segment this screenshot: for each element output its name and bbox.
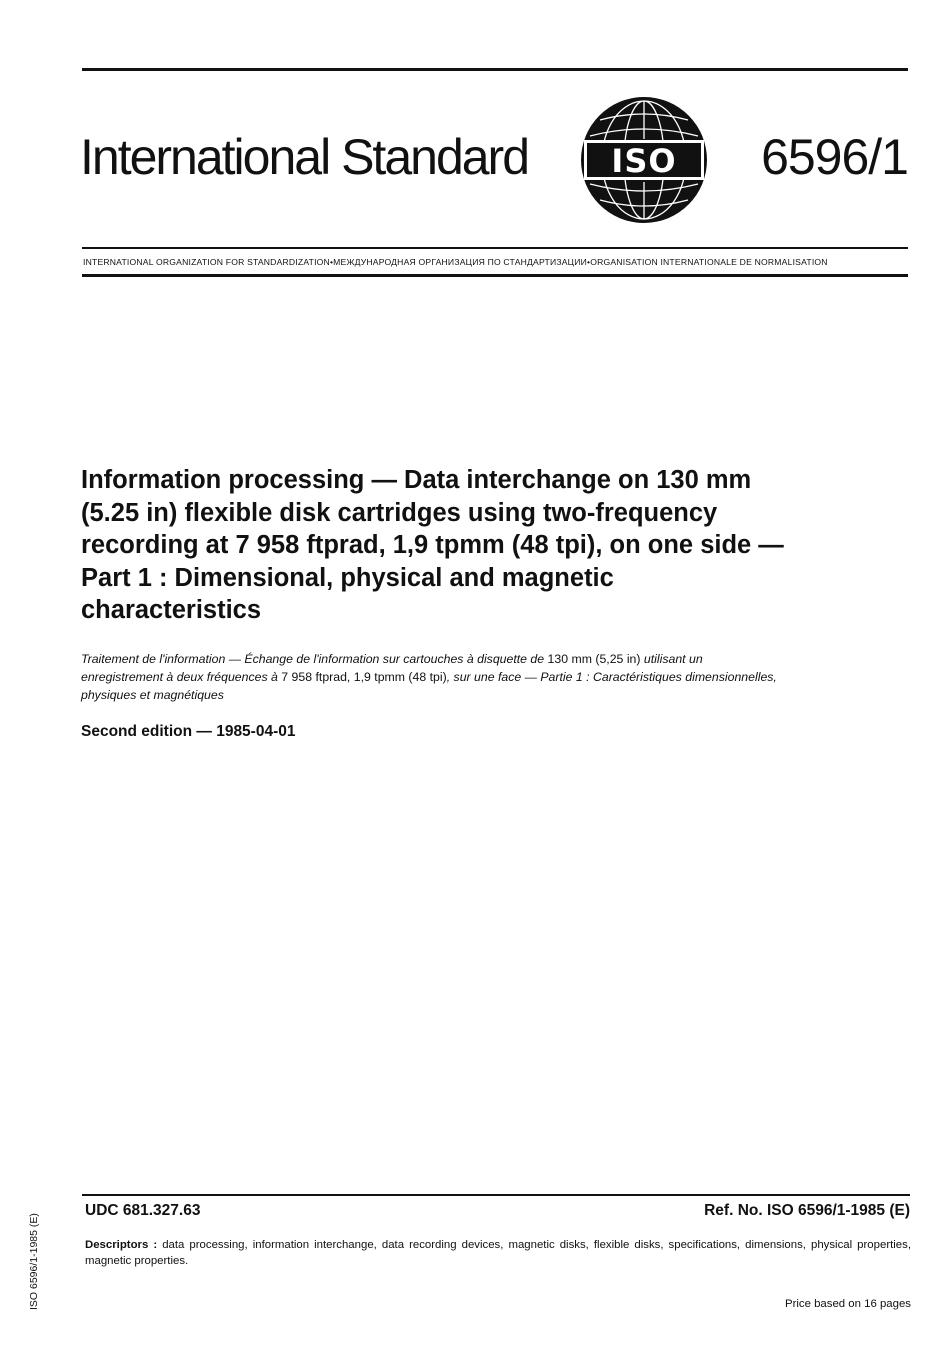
- title-line: Information processing — Data interchange on 130 mm: [81, 466, 752, 494]
- header-rule-lower: [82, 274, 908, 277]
- side-reference: ISO 6596/1-1985 (E): [28, 1213, 40, 1310]
- edition-date: Second edition — 1985-04-01: [81, 723, 296, 740]
- organization-names: INTERNATIONAL ORGANIZATION FOR STANDARDIZATION•МЕЖДУНАРОДНАЯ ОРГАНИЗАЦИЯ ПО СТАНДАРТИЗАЦИИ•ORGANISATION INTERNATIONALE DE NORMALISATION: [83, 257, 828, 267]
- header-rule-upper: [82, 247, 908, 249]
- french-title-line: physiques et magnétiques: [81, 688, 224, 702]
- footer-rule: [82, 1194, 910, 1196]
- price-note: Price based on 16 pages: [784, 1298, 911, 1310]
- udc-number: UDC 681.327.63: [85, 1202, 201, 1219]
- french-title-line: Traitement de l'information — Échange de l'information sur cartouches à disquette de 130 mm (5,25 in) utilisant un: [81, 652, 703, 666]
- standard-number: 6596/1: [761, 129, 908, 185]
- iso-logo: [578, 94, 710, 226]
- title-line: recording at 7 958 ftprad, 1,9 tpmm (48 tpi), on one side —: [81, 531, 784, 559]
- french-title: [81, 650, 921, 704]
- top-rule: [82, 68, 908, 71]
- french-title-line: enregistrement à deux fréquences à 7 958 ftprad, 1,9 tpmm (48 tpi), sur une face — Partie 1 : Caractéristiques dimensionnelles,: [81, 670, 777, 684]
- title-line: Part 1 : Dimensional, physical and magnetic: [81, 563, 614, 592]
- reference-number: Ref. No. ISO 6596/1-1985 (E): [704, 1202, 910, 1219]
- standard-heading: International Standard: [80, 129, 529, 185]
- descriptors: [85, 1237, 911, 1269]
- title-line: (5.25 in) flexible disk cartridges using two-frequency: [81, 498, 718, 527]
- document-title: [81, 464, 921, 627]
- descriptors-label: Descriptors :: [85, 1239, 158, 1251]
- title-line: characteristics: [81, 596, 262, 624]
- descriptors-text: data processing, information interchange, data recording devices, magnetic disks, flexible disks, specifications, dimensions, physical properties, magnetic properties.: [85, 1239, 911, 1267]
- iso-logo-text: ISO: [611, 142, 677, 180]
